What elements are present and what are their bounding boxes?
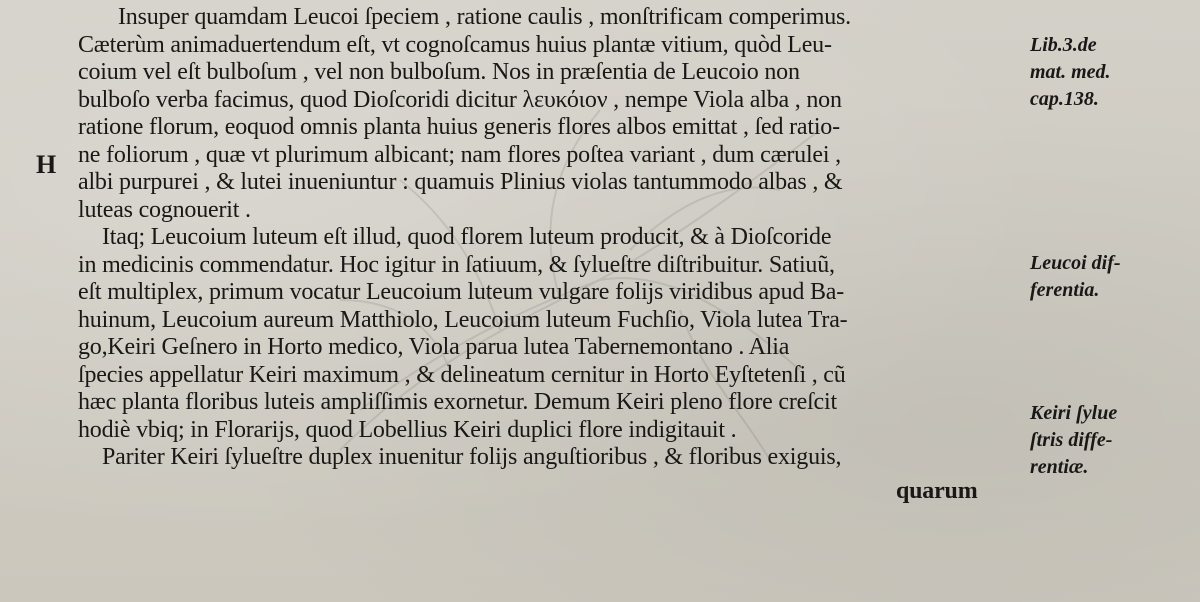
margin-note-leucoi [1030, 250, 1121, 304]
margin-note-keiri [1030, 400, 1117, 481]
text-line: coium vel eſt bulboſum , vel non bulboſum. Nos in præſentia de Leucoio non [78, 59, 800, 85]
margin-note-reference [1030, 32, 1111, 113]
text-line: huinum, Leucoium aureum Matthiolo, Leucoium luteum Fuchſio, Viola lutea Tra- [78, 306, 848, 333]
margin-note-line: mat. med. [1030, 61, 1111, 83]
text-line: hodiè vbiq; in Florarijs, quod Lobellius Keiri duplici flore indigitauit . [78, 416, 737, 443]
text-line: go,Keiri Geſnero in Horto medico, Viola parua lutea Tabernemontano . Alia [78, 334, 790, 360]
margin-note-line: Lib.3.de [1030, 34, 1097, 56]
text-line: in medicinis commendatur. Hoc igitur in ſatiuum, & ſylueſtre diſtribuitur. Satiuũ, [78, 251, 835, 278]
section-marker: H [36, 150, 57, 179]
margin-note-line: ferentia. [1030, 279, 1100, 301]
margin-note-line: Leucoi dif- [1030, 252, 1121, 274]
text-line: albi purpurei , & lutei inueniuntur : quamuis Plinius violas tantummodo albas , & [78, 169, 843, 195]
text-line: hæc planta floribus luteis ampliſſimis exornetur. Demum Keiri pleno flore creſcit [78, 389, 837, 415]
text-line: Itaq; Leucoium luteum eſt illud, quod florem luteum producit, & à Dioſcoride [102, 224, 832, 250]
text-line: eſt multiplex, primum vocatur Leucoium luteum vulgare folijs viridibus apud Ba- [78, 279, 845, 305]
margin-note-line: ſtris diffe- [1030, 429, 1113, 451]
text-line: Cæterùm animaduertendum eſt, vt cognoſcamus huius plantæ vitium, quòd Leu- [78, 31, 832, 58]
margin-note-line: Keiri ſylue [1030, 402, 1118, 424]
text-line: ratione florum, eoquod omnis planta huius generis flores albos emittat , ſed ratio- [78, 114, 840, 140]
text-line: Insuper quamdam Leucoi ſpeciem , ratione caulis , monſtrificam comperimus. [118, 4, 851, 30]
margin-note-line: cap.138. [1030, 88, 1099, 110]
catchword: quarum [896, 477, 978, 504]
main-text-block [78, 0, 1023, 505]
text-line: ne foliorum , quæ vt plurimum albicant; nam flores poſtea variant , dum cærulei , [78, 141, 841, 168]
text-line: bulboſo verba facimus, quod Dioſcoridi dicitur λευκόιον , nempe Viola alba , non [78, 86, 842, 113]
text-line: luteas cognouerit . [78, 196, 251, 223]
text-line: Pariter Keiri ſylueſtre duplex inuenitur folijs anguſtioribus , & floribus exiguis, [102, 444, 842, 470]
text-line: ſpecies appellatur Keiri maximum , & delineatum cernitur in Horto Eyſtetenſi , cũ [78, 361, 846, 388]
margin-note-line: rentiæ. [1030, 456, 1089, 478]
